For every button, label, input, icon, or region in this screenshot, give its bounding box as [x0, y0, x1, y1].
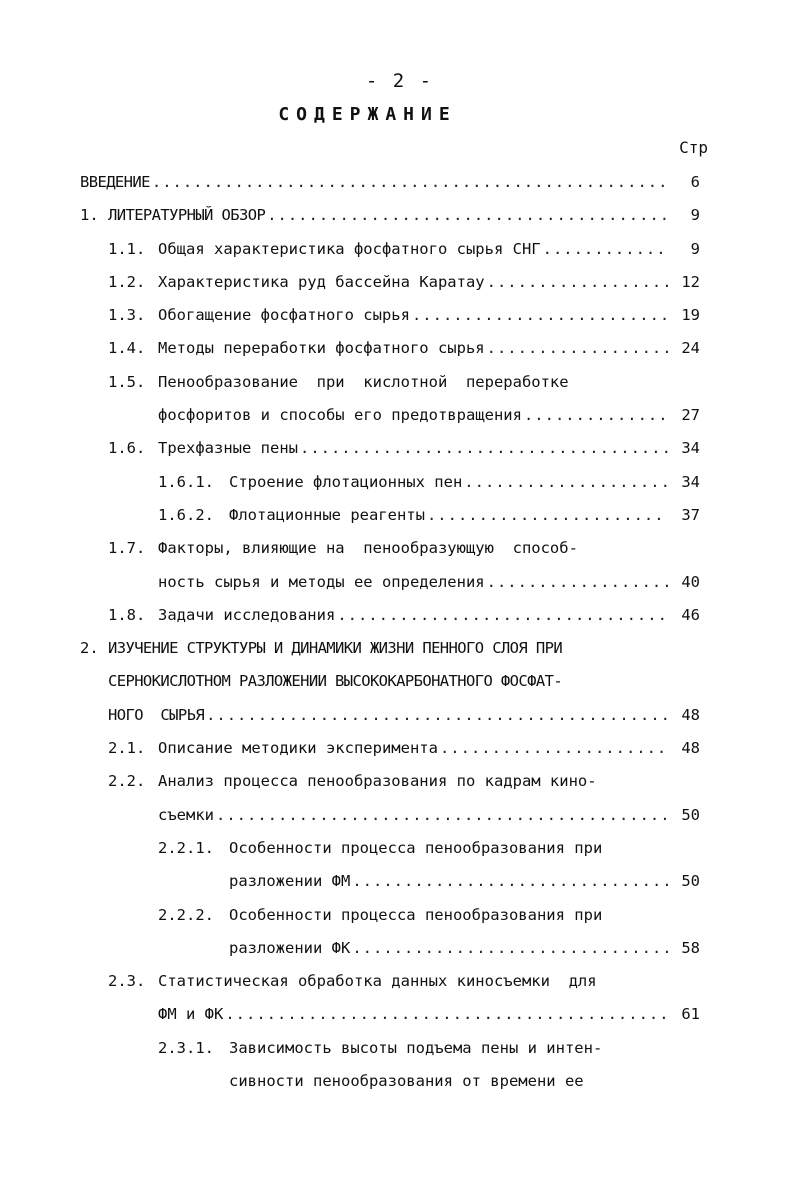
toc-entry: [0, 566, 799, 599]
toc-entry-title: съемки: [158, 805, 214, 824]
toc-entry: [0, 366, 799, 399]
toc-entry-title: ЛИТЕРАТУРНЫЙ ОБЗОР: [108, 206, 266, 225]
toc-entry-title: Описание методики эксперимента: [158, 739, 438, 758]
toc-entry: [0, 765, 799, 798]
dot-leader: [464, 466, 668, 499]
toc-entry-page: 48: [681, 705, 700, 724]
toc-entry-page: 6: [690, 173, 700, 191]
dot-leader: [412, 299, 668, 332]
dot-leader: [216, 799, 668, 832]
toc-entry-title: Статистическая обработка данных киносъемки для: [158, 972, 597, 991]
toc-entry-title: разложении ФК: [229, 938, 351, 957]
toc-entry-page: 46: [681, 605, 700, 624]
toc-entry: [0, 199, 799, 232]
toc-entry-title: Задачи исследования: [158, 605, 336, 624]
toc-entry-title: Флотационные реагенты: [229, 505, 425, 524]
dot-leader: [543, 233, 668, 266]
toc-entry-number: 1.2.: [108, 272, 146, 291]
toc-entry: [0, 599, 799, 632]
toc-entry: [0, 932, 799, 965]
dot-leader: [427, 499, 668, 532]
toc-entry: [0, 499, 799, 532]
toc-entry-title: Особенности процесса пенообразования при: [229, 905, 603, 924]
toc-entry-title: фосфоритов и способы его предотвращения: [158, 406, 522, 425]
toc-entry-page: 37: [681, 505, 700, 524]
toc-entry-page: 34: [681, 472, 700, 491]
toc-entry-page: 58: [681, 938, 700, 957]
toc-entry-title: Зависимость высоты подъема пены и интен-: [229, 1038, 603, 1057]
dot-leader: [487, 266, 668, 299]
toc-entry: [0, 532, 799, 565]
toc-entry-number: 1.7.: [108, 539, 146, 558]
toc-entry-page: 27: [681, 406, 700, 425]
toc-entry: [0, 632, 799, 665]
toc-entry-title: ФМ и ФК: [158, 1005, 224, 1024]
toc-entry-title: ИЗУЧЕНИЕ СТРУКТУРЫ И ДИНАМИКИ ЖИЗНИ ПЕННОГО СЛОЯ ПРИ: [108, 639, 563, 658]
toc-entry: [0, 299, 799, 332]
toc-entry-title: Характеристика руд бассейна Каратау: [158, 272, 485, 291]
toc-entry-page: 50: [681, 805, 700, 824]
toc-entry-number: 2.: [80, 639, 99, 658]
toc-entry: [0, 865, 799, 898]
toc-entry-title: Особенности процесса пенообразования при: [229, 838, 603, 857]
toc-entry-title: Строение флотационных пен: [229, 472, 463, 491]
toc-entry-number: 2.2.1.: [158, 838, 214, 857]
toc-entry-title: сивности пенообразования от времени ее: [229, 1072, 584, 1091]
toc-entry-number: 2.2.: [108, 772, 146, 791]
toc-entry-number: 1.8.: [108, 605, 146, 624]
toc-entry-page: 9: [690, 206, 700, 225]
toc-entry: [0, 1065, 799, 1098]
toc-entry-number: 1.: [80, 206, 99, 225]
toc-entry: [0, 998, 799, 1031]
toc-entry-number: 2.1.: [108, 739, 146, 758]
toc-entry: [0, 399, 799, 432]
page-number: - 2 -: [365, 70, 434, 92]
toc-entry-number: 1.6.2.: [158, 505, 214, 524]
page-column-header: Стр: [679, 138, 708, 157]
toc-entry-title: Трехфазные пены: [158, 439, 298, 458]
toc-entry-title: Анализ процесса пенообразования по кадрам кино-: [158, 772, 597, 791]
toc-entry-title: Факторы, влияющие на пенообразующую способ-: [158, 539, 578, 558]
toc-entry-page: 12: [681, 272, 700, 291]
toc-entry-number: 2.3.1.: [158, 1038, 214, 1057]
table-of-contents: [0, 166, 799, 1098]
toc-entry: [0, 432, 799, 465]
toc-entry-title: Обогащение фосфатного сырья: [158, 306, 410, 325]
toc-entry-number: 1.5.: [108, 372, 146, 391]
toc-entry: [0, 832, 799, 865]
dot-leader: [524, 399, 668, 432]
toc-entry-page: 34: [681, 439, 700, 458]
toc-entry-number: 1.1.: [108, 239, 146, 258]
toc-entry-title: Методы переработки фосфатного сырья: [158, 339, 485, 358]
toc-entry: [0, 1032, 799, 1065]
dot-leader: [267, 199, 668, 232]
toc-entry-page: 48: [681, 739, 700, 758]
dot-leader: [300, 432, 668, 465]
toc-entry-title: ВВЕДЕНИЕ: [80, 173, 150, 191]
toc-entry-number: 2.2.2.: [158, 905, 214, 924]
toc-entry: [0, 699, 799, 732]
dot-leader: [206, 699, 668, 732]
toc-entry: [0, 466, 799, 499]
toc-entry-number: 1.6.: [108, 439, 146, 458]
dot-leader: [352, 932, 668, 965]
dot-leader: [487, 566, 668, 599]
toc-entry: [0, 332, 799, 365]
dot-leader: [440, 732, 668, 765]
toc-entry: [0, 899, 799, 932]
dot-leader: [352, 865, 668, 898]
toc-entry-number: 1.4.: [108, 339, 146, 358]
toc-entry-page: 24: [681, 339, 700, 358]
page-title: СОДЕРЖАНИЕ: [278, 104, 457, 125]
toc-entry-title: ность сырья и методы ее определения: [158, 572, 485, 591]
toc-entry: [0, 233, 799, 266]
toc-entry-title: СЕРНОКИСЛОТНОМ РАЗЛОЖЕНИИ ВЫСОКОКАРБОНАТНОГО ФОСФАТ-: [108, 672, 563, 691]
toc-entry: [0, 665, 799, 698]
toc-entry-title: Пенообразование при кислотной переработке: [158, 372, 569, 391]
toc-entry-page: 40: [681, 572, 700, 591]
toc-entry-title: разложении ФМ: [229, 872, 351, 891]
dot-leader: [487, 332, 668, 365]
toc-entry-title: Общая характеристика фосфатного сырья СНГ: [158, 239, 541, 258]
toc-entry-number: 2.3.: [108, 972, 146, 991]
toc-entry-page: 50: [681, 872, 700, 891]
toc-entry: [0, 965, 799, 998]
toc-entry-page: 61: [681, 1005, 700, 1024]
toc-entry: [0, 732, 799, 765]
toc-entry: [0, 266, 799, 299]
toc-entry: [0, 166, 799, 199]
toc-entry-page: 19: [681, 306, 700, 325]
toc-entry-title: НОГО СЫРЬЯ: [108, 705, 205, 724]
dot-leader: [225, 998, 668, 1031]
toc-entry-number: 1.3.: [108, 306, 146, 325]
toc-entry-number: 1.6.1.: [158, 472, 214, 491]
dot-leader: [152, 166, 668, 199]
dot-leader: [337, 599, 668, 632]
toc-entry: [0, 799, 799, 832]
toc-entry-page: 9: [690, 239, 700, 258]
